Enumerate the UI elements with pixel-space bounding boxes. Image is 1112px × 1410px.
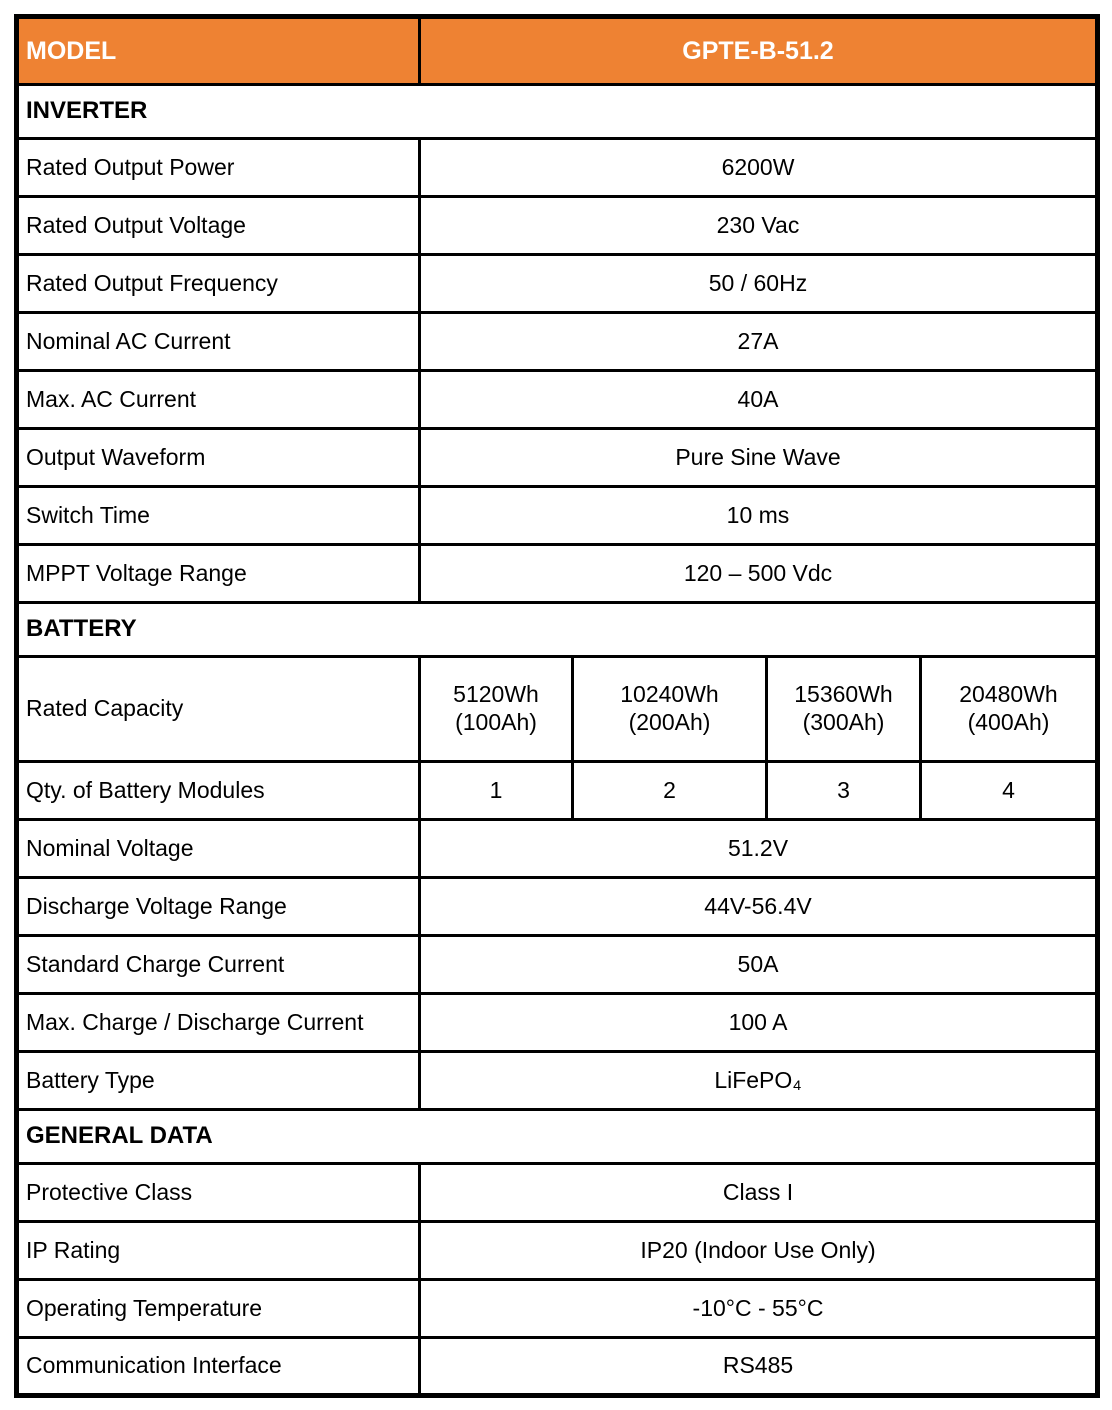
capacity-option-cell: [921, 657, 1098, 762]
spec-value-cell: 230 Vac: [420, 197, 1098, 255]
spec-label-cell: Max. AC Current: [17, 371, 420, 429]
spec-value-cell: LiFePO₄: [420, 1052, 1098, 1110]
spec-label-cell: Battery Type: [17, 1052, 420, 1110]
spec-value-cell: 6200W: [420, 139, 1098, 197]
spec-label-cell: Switch Time: [17, 487, 420, 545]
spec-value-cell: 27A: [420, 313, 1098, 371]
spec-value-cell: 10 ms: [420, 487, 1098, 545]
spec-label-cell: Rated Output Frequency: [17, 255, 420, 313]
spec-row-max-charge-discharge-current: [17, 994, 1098, 1052]
spec-row-switch-time: [17, 487, 1098, 545]
capacity-amp-hours: (400Ah): [967, 709, 1050, 735]
spec-value-cell: IP20 (Indoor Use Only): [420, 1222, 1098, 1280]
spec-label-cell: Operating Temperature: [17, 1280, 420, 1338]
spec-label-cell: Max. Charge / Discharge Current: [17, 994, 420, 1052]
spec-value-cell: 100 A: [420, 994, 1098, 1052]
spec-value-cell: 51.2V: [420, 820, 1098, 878]
capacity-energy: 10240Wh: [620, 681, 719, 708]
spec-value-cell: 40A: [420, 371, 1098, 429]
spec-row-protective-class: [17, 1164, 1098, 1222]
capacity-option-cell: [420, 657, 573, 762]
spec-value-cell: 120 – 500 Vdc: [420, 545, 1098, 603]
spec-row-rated-output-voltage: [17, 197, 1098, 255]
spec-table: [14, 14, 1100, 1398]
capacity-option-cell: [573, 657, 767, 762]
spec-row-rated-output-frequency: [17, 255, 1098, 313]
spec-row-mppt-voltage-range: [17, 545, 1098, 603]
section-header-general-data: [17, 1110, 1098, 1164]
spec-label-cell: Standard Charge Current: [17, 936, 420, 994]
spec-row-rated-output-power: [17, 139, 1098, 197]
spec-row-qty-battery-modules: [17, 762, 1098, 820]
section-header-battery: [17, 603, 1098, 657]
capacity-amp-hours: (100Ah): [455, 709, 537, 735]
spec-value-cell: RS485: [420, 1338, 1098, 1396]
section-title: GENERAL DATA: [17, 1110, 1098, 1164]
qty-value-cell: 2: [573, 762, 767, 820]
spec-label-cell: Rated Output Voltage: [17, 197, 420, 255]
section-title: BATTERY: [17, 603, 1098, 657]
capacity-energy: 20480Wh: [959, 681, 1058, 708]
spec-row-communication-interface: [17, 1338, 1098, 1396]
capacity-amp-hours: (300Ah): [802, 709, 885, 735]
qty-value-cell: 4: [921, 762, 1098, 820]
spec-row-ip-rating: [17, 1222, 1098, 1280]
spec-label-cell: Nominal Voltage: [17, 820, 420, 878]
spec-label-cell: Output Waveform: [17, 429, 420, 487]
spec-value-cell: 44V-56.4V: [420, 878, 1098, 936]
spec-row-nominal-voltage: [17, 820, 1098, 878]
spec-label-cell: MPPT Voltage Range: [17, 545, 420, 603]
spec-row-rated-capacity: [17, 657, 1098, 762]
spec-label-cell: IP Rating: [17, 1222, 420, 1280]
spec-row-max-ac-current: [17, 371, 1098, 429]
section-header-inverter: [17, 85, 1098, 139]
spec-label-cell: Rated Output Power: [17, 139, 420, 197]
spec-row-output-waveform: [17, 429, 1098, 487]
model-label-cell: MODEL: [17, 17, 420, 85]
spec-label-cell: Qty. of Battery Modules: [17, 762, 420, 820]
spec-row-nominal-ac-current: [17, 313, 1098, 371]
spec-row-discharge-voltage-range: [17, 878, 1098, 936]
spec-value-cell: 50A: [420, 936, 1098, 994]
spec-value-cell: Class I: [420, 1164, 1098, 1222]
capacity-energy: 5120Wh: [453, 681, 539, 708]
spec-label-cell: Protective Class: [17, 1164, 420, 1222]
capacity-amp-hours: (200Ah): [628, 709, 711, 735]
model-header-row: [17, 17, 1098, 85]
spec-value-cell: 50 / 60Hz: [420, 255, 1098, 313]
spec-value-cell: Pure Sine Wave: [420, 429, 1098, 487]
qty-value-cell: 1: [420, 762, 573, 820]
spec-row-battery-type: [17, 1052, 1098, 1110]
spec-label-cell: Communication Interface: [17, 1338, 420, 1396]
spec-row-standard-charge-current: [17, 936, 1098, 994]
capacity-option-cell: [767, 657, 921, 762]
capacity-energy: 15360Wh: [794, 681, 893, 708]
spec-label-cell: Discharge Voltage Range: [17, 878, 420, 936]
model-value-cell: GPTE-B-51.2: [420, 17, 1098, 85]
spec-row-operating-temperature: [17, 1280, 1098, 1338]
spec-value-cell: -10°C - 55°C: [420, 1280, 1098, 1338]
section-title: INVERTER: [17, 85, 1098, 139]
spec-label-cell: Rated Capacity: [17, 657, 420, 762]
qty-value-cell: 3: [767, 762, 921, 820]
spec-label-cell: Nominal AC Current: [17, 313, 420, 371]
